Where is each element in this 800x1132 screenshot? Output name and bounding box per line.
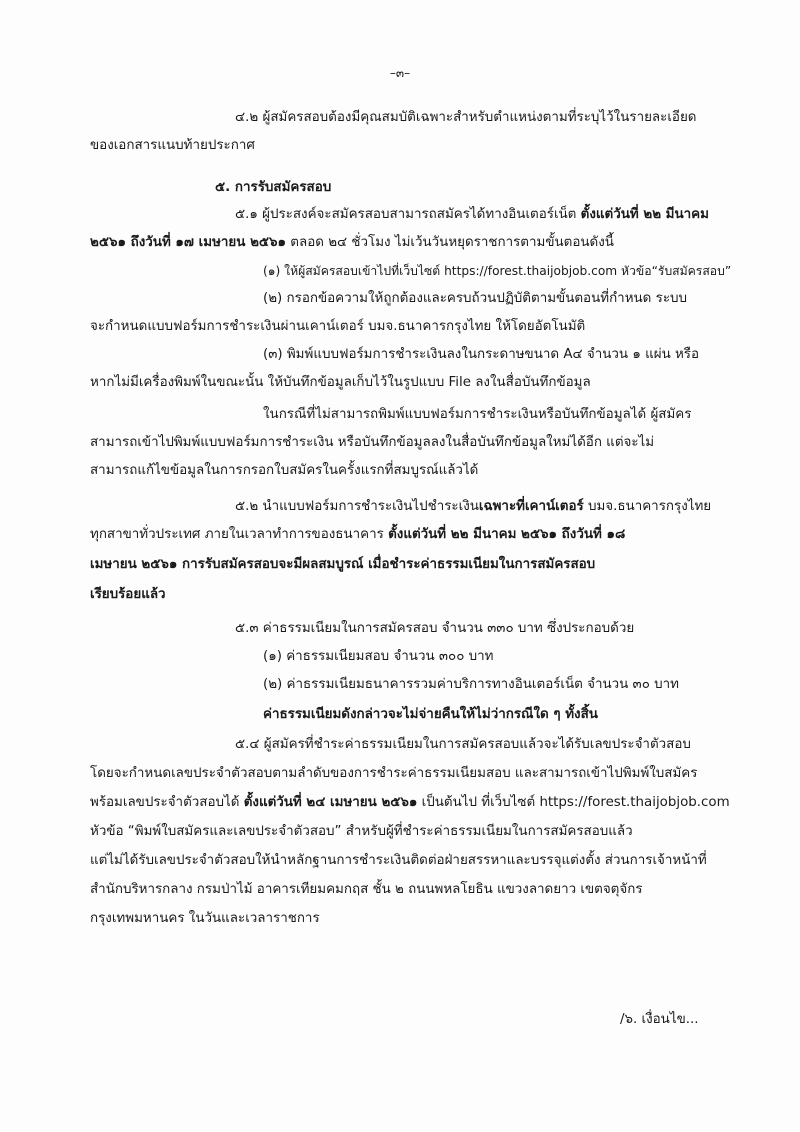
item-5-1-end-date: ๒๕๖๑ ถึงวันที่ ๑๗ เมษายน ๒๕๖๑: [90, 235, 287, 250]
item-5-4-line3-text: พร้อมเลขประจำตัวสอบได้: [90, 795, 244, 810]
item-5-2-date-range: ตั้งแต่วันที่ ๒๒ มีนาคม ๒๕๖๑ ถึงวันที่ ๑๘: [388, 527, 626, 542]
item-4-2-line2: ของเอกสารแนบท้ายประกาศ: [90, 138, 255, 153]
item-5-2-counter-only: เฉพาะที่เคาน์เตอร์: [478, 499, 584, 514]
item-5-2-bank: บมจ.ธนาคารกรุงไทย: [583, 499, 712, 514]
item-5-4-line2: โดยจะกำหนดเลขประจำตัวสอบตามลำดับของการชำระค่าธรรมเนียมสอบ และสามารถเข้าไปพิมพ์ใบสมัคร: [90, 766, 698, 781]
item-5-1-step2-line1: (๒) กรอกข้อความให้ถูกต้องและครบถ้วนปฏิบัติตามขั้นตอนที่กำหนด ระบบ: [263, 291, 688, 306]
item-5-1-step2-line2: จะกำหนดแบบฟอร์มการชำระเงินผ่านเคาน์เตอร์ บมจ.ธนาคารกรุงไทย ให้โดยอัตโนมัติ: [90, 319, 586, 334]
item-5-1-line2: [90, 233, 614, 253]
item-5-1-line2-text: ตลอด ๒๔ ชั่วโมง ไม่เว้นวันหยุดราชการตามขั้นตอนดังนี้: [286, 235, 614, 250]
item-5-4-print-date: ตั้งแต่วันที่ ๒๔ เมษายน ๒๕๖๑: [243, 795, 418, 810]
item-5-1-step3-line1: (๓) พิมพ์แบบฟอร์มการชำระเงินลงในกระดาษขนาด A๔ จำนวน ๑ แผ่น หรือ: [263, 347, 700, 362]
item-5-1-line1: [235, 205, 709, 225]
item-5-2-line3: เมษายน ๒๕๖๑ การรับสมัครสอบจะมีผลสมบูรณ์ เมื่อชำระค่าธรรมเนียมในการสมัครสอบ: [90, 557, 596, 572]
item-5-1-step1: (๑) ให้ผู้สมัครสอบเข้าไปที่เว็บไซต์ https://forest.thaijobjob.com หัวข้อ“รับสมัครสอบ”: [263, 264, 732, 278]
item-5-3-line1: ๕.๓ ค่าธรรมเนียมในการสมัครสอบ จำนวน ๓๓๐ บาท ซึ่งประกอบด้วย: [235, 621, 635, 636]
item-5-1-step3-line2: หากไม่มีเครื่องพิมพ์ในขณะนั้น ให้บันทึกข้อมูลเก็บไว้ในรูปแบบ File ลงในสื่อบันทึกข้อมูล: [90, 375, 591, 390]
item-5-1-note-line1: ในกรณีที่ไม่สามารถพิมพ์แบบฟอร์มการชำระเงินหรือบันทึกข้อมูลได้ ผู้สมัคร: [263, 407, 692, 422]
item-5-4-line7: กรุงเทพมหานคร ในวันและเวลาราชการ: [90, 911, 320, 926]
item-5-4-line6: สำนักบริหารกลาง กรมป่าไม้ อาคารเทียมคมกฤส ชั้น ๒ ถนนพหลโยธิน แขวงลาดยาว เขตจตุจักร: [90, 882, 643, 897]
item-4-2-line1: ๔.๒ ผู้สมัครสอบต้องมีคุณสมบัติเฉพาะสำหรับตำแหน่งตามที่ระบุไว้ในรายละเอียด: [235, 110, 697, 125]
page-number: –๓–: [389, 66, 411, 80]
item-5-1-line1-text: ๕.๑ ผู้ประสงค์จะสมัครสอบสามารถสมัครได้ทางอินเตอร์เน็ต: [235, 207, 581, 222]
section-5-heading: ๕. การรับสมัครสอบ: [215, 180, 332, 195]
item-5-4-line3: [90, 793, 730, 813]
item-5-4-website: เป็นต้นไป ที่เว็บไซต์ https://forest.thaijobjob.com: [417, 795, 730, 810]
item-5-2-line4: เรียบร้อยแล้ว: [90, 587, 166, 602]
item-5-2-line1: [235, 497, 711, 517]
item-5-4-line5: แต่ไม่ได้รับเลขประจำตัวสอบให้นำหลักฐานการชำระเงินติดต่อฝ่ายสรรหาและบรรจุแต่งตั้ง ส่วนการเจ้าหน้าที่: [90, 853, 707, 868]
item-5-2-line2: [90, 525, 625, 545]
item-5-4-line4: หัวข้อ “พิมพ์ใบสมัครและเลขประจำตัวสอบ” สำหรับผู้ที่ชำระค่าธรรมเนียมในการสมัครสอบแล้ว: [90, 824, 633, 839]
item-5-4-line1: ๕.๔ ผู้สมัครที่ชำระค่าธรรมเนียมในการสมัครสอบแล้วจะได้รับเลขประจำตัวสอบ: [235, 737, 691, 752]
item-5-3-fee2: (๒) ค่าธรรมเนียมธนาคารรวมค่าบริการทางอินเตอร์เน็ต จำนวน ๓๐ บาท: [263, 677, 679, 692]
item-5-2-line2-text: ทุกสาขาทั่วประเทศ ภายในเวลาทำการของธนาคาร: [90, 527, 389, 542]
item-5-1-note-line3: สามารถแก้ไขข้อมูลในการกรอกใบสมัครในครั้งแรกที่สมบูรณ์แล้วได้: [90, 463, 479, 478]
item-5-3-no-refund: ค่าธรรมเนียมดังกล่าวจะไม่จ่ายคืนให้ไม่ว่ากรณีใด ๆ ทั้งสิ้น: [263, 707, 598, 722]
item-5-1-note-line2: สามารถเข้าไปพิมพ์แบบฟอร์มการชำระเงิน หรือบันทึกข้อมูลลงในสื่อบันทึกข้อมูลใหม่ได้อีก แต่จะไม่: [90, 435, 655, 450]
item-5-3-fee1: (๑) ค่าธรรมเนียมสอบ จำนวน ๓๐๐ บาท: [263, 649, 494, 664]
item-5-2-line1-text: ๕.๒ นำแบบฟอร์มการชำระเงินไปชำระเงิน: [235, 499, 479, 514]
item-5-1-start-date: ตั้งแต่วันที่ ๒๒ มีนาคม: [580, 207, 709, 222]
continuation-note: /๖. เงื่อนไข...: [620, 1012, 699, 1027]
